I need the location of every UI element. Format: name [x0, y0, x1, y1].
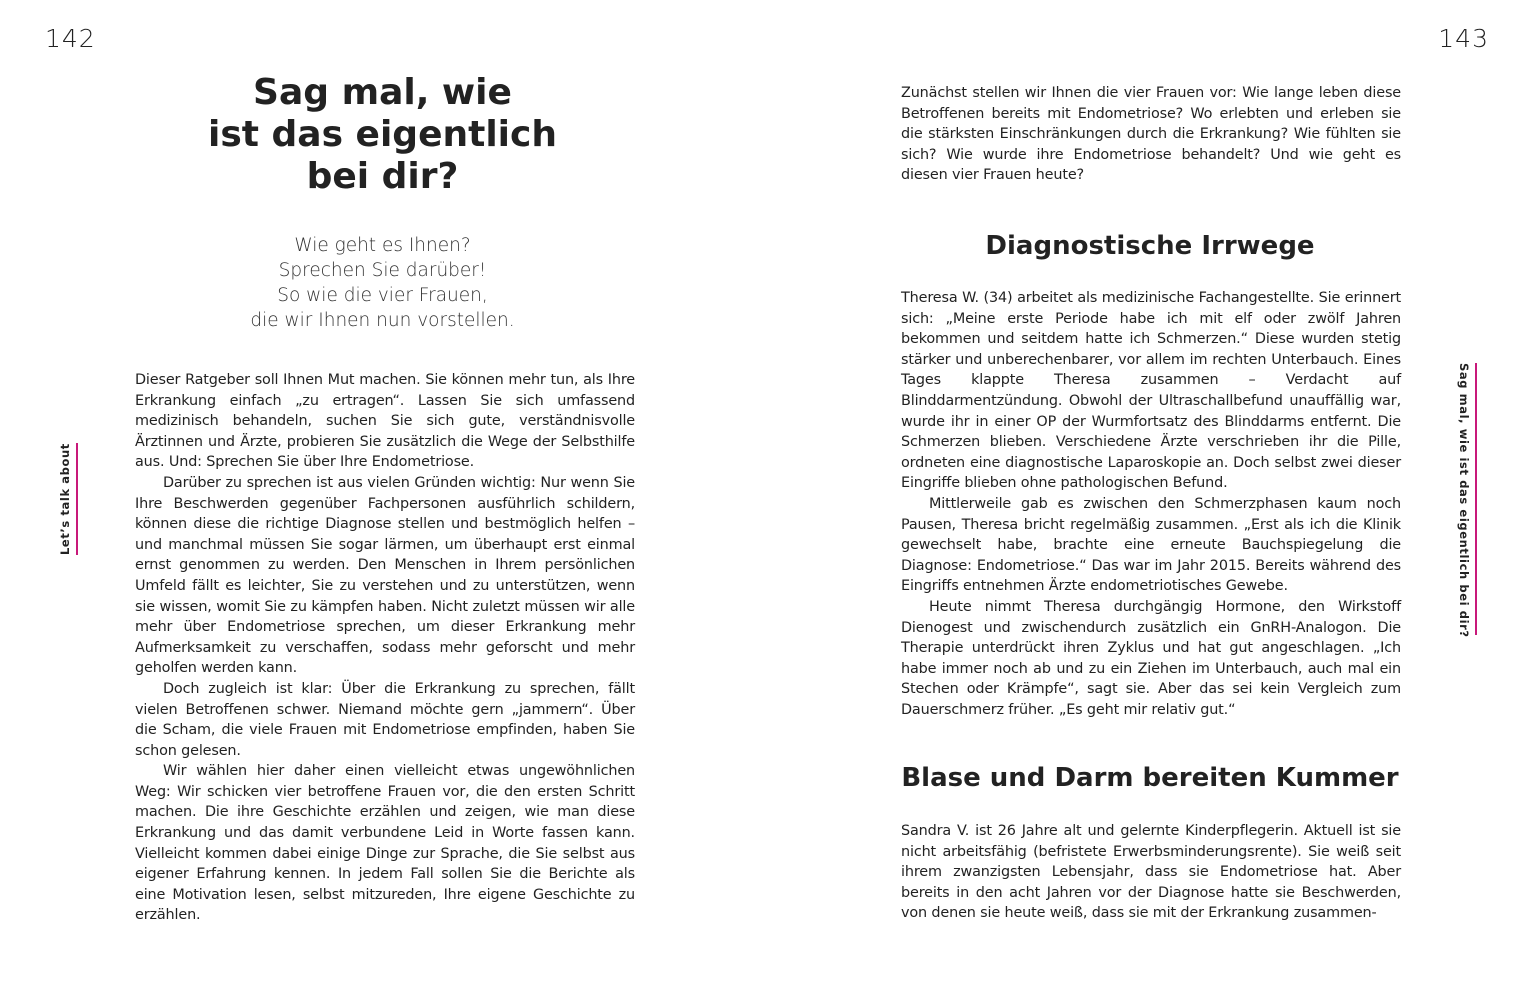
intro-paragraph: Zunächst stellen wir Ihnen die vier Frauen vor: Wie lange leben diese Betroffenen bereits mit Endometriose? Wo erlebten und erleben sie die stärksten Einschränkungen durch die Erkrankung? Wie fühlten sie sich? Wie wurde ihre Endometriose behandelt? Und wie geht es diesen vier Frauen heute? — [901, 85, 1401, 184]
subtitle-line: So wie die vier Frauen, — [277, 285, 488, 306]
section-heading: Diagnostische Irrwege — [985, 231, 1315, 261]
body-paragraph: Wir wählen hier daher einen vielleicht etwas ungewöhnlichen Weg: Wir schicken vier betroffene Frauen vor, die den ersten Schritt machen. Die ihre Geschichte erzählen und zeigen, wie man diese Erkrankung und das damit verbundene Leid in Worte fassen kann. Vielleicht kommen dabei einige Dinge zur Sprache, die Sie selbst aus eigener Erfahrung kennen. In jedem Fall sollen Sie die Berichte als eine Motivation lesen, selbst mitzureden, Ihre eigene Geschichte zu erzählen. — [135, 763, 635, 924]
body-paragraph: Doch zugleich ist klar: Über die Erkrankung zu sprechen, fällt vielen Betroffenen schwer. Niemand möchte gern „jammern“. Über die Scham, die viele Frauen mit Endometriose empfinden, haben Sie schon gelesen. — [135, 680, 635, 759]
body-paragraph: Heute nimmt Theresa durchgängig Hormone, den Wirkstoff Dienogest und zwischendurch zusätzlich ein GnRH-Analogon. Die Therapie unterdrückt ihren Zyklus und hat gut angeschlagen. „Ich habe immer noch ab und zu ein Ziehen im Unterbauch, auch mal ein Stechen oder Krämpfe“, sagt sie. Aber das sei kein Vergleich zum Dauerschmerz früher. „Es geht mir relativ gut.“ — [901, 598, 1401, 718]
section-body-text — [901, 821, 1401, 924]
subtitle-line: Wie geht es Ihnen? — [294, 235, 471, 256]
chapter-title-line: ist das eigentlich — [208, 114, 557, 155]
chapter-title-line: bei dir? — [306, 156, 459, 197]
chapter-title — [135, 72, 630, 198]
left-body-text — [135, 370, 635, 926]
page-number-left: 142 — [45, 24, 96, 53]
section-body-text — [901, 288, 1401, 720]
side-tab-left: Let’s talk about — [58, 443, 78, 555]
right-intro-text — [901, 83, 1401, 186]
chapter-title-line: Sag mal, wie — [253, 72, 512, 113]
section-heading: Blase und Darm bereiten Kummer — [901, 763, 1399, 793]
body-paragraph: Sandra V. ist 26 Jahre alt und gelernte Kinderpflegerin. Aktuell ist sie nicht arbeitsfähig (befristete Erwerbsminderungsrente). Sie weiß seit ihrem zwanzigsten Lebensjahr, dass sie Endometriose hat. Aber bereits in den acht Jahren vor der Diagnose hatte sie Beschwerden, von denen sie heute weiß, dass sie mit der Erkrankung zusammen- — [901, 823, 1401, 922]
body-paragraph: Dieser Ratgeber soll Ihnen Mut machen. Sie können mehr tun, als Ihre Erkrankung einfach „zu ertragen“. Lassen Sie sich umfassend medizinisch behandeln, suchen Sie sich gute, verständnisvolle Ärztinnen und Ärzte, probieren Sie zusätzlich die Wege der Selbsthilfe aus. Und: Sprechen Sie über Ihre Endometriose. — [135, 372, 635, 471]
page-number-right: 143 — [1438, 24, 1489, 53]
body-paragraph: Mittlerweile gab es zwischen den Schmerzphasen kaum noch Pausen, Theresa bricht regelmäßig zusammen. „Erst als ich die Klinik gewechselt habe, brachte eine erneute Bauchspiegelung die Diagnose: Endometriose.“ Das war im Jahr 2015. Bereits während des Eingriffs entnehmen Ärzte endometriotisches Gewebe. — [901, 495, 1401, 595]
chapter-subtitle — [135, 233, 630, 333]
subtitle-line: die wir Ihnen nun vorstellen. — [250, 310, 515, 331]
body-paragraph: Theresa W. (34) arbeitet als medizinische Fachangestellte. Sie erinnert sich: „Meine erste Periode habe ich mit elf oder zwölf Jahren bekommen und seitdem hatte ich Schmerzen.“ Diese wurden stetig stärker und unberechenbarer, vor allem im rechten Unterbauch. Eines Tages klappte Theresa zusammen – Verdacht auf Blinddarmentzündung. Obwohl der Ultraschallbefund unauffällig war, wurde ihr in einer OP der Wurmfortsatz des Blinddarms entfernt. Die Schmerzen blieben. Verschiedene Ärzte verschrieben ihr die Pille, ordneten eine diagnostische Laparoskopie an. Doch selbst zwei dieser Eingriffe blieben ohne pathologischen Befund. — [901, 290, 1401, 492]
body-paragraph: Darüber zu sprechen ist aus vielen Gründen wichtig: Nur wenn Sie Ihre Beschwerden gegenüber Fachpersonen ausführlich schildern, können diese die richtige Diagnose stellen und bestmöglich helfen – und manchmal müssen Sie sogar lärmen, um überhaupt erst einmal ernst genommen zu werden. Den Menschen in Ihrem persönlichen Umfeld fällt es leichter, Sie zu verstehen und zu unterstützen, wenn sie wissen, womit Sie zu kämpfen haben. Nicht zuletzt müssen wir alle mehr über Endometriose sprechen, um dieser Erkrankung mehr Aufmerksamkeit zu verschaffen, sodass mehr geforscht und mehr geholfen werden kann. — [135, 474, 635, 677]
side-tab-right: Sag mal, wie ist das eigentlich bei dir? — [1457, 363, 1477, 635]
subtitle-line: Sprechen Sie darüber! — [278, 260, 487, 281]
